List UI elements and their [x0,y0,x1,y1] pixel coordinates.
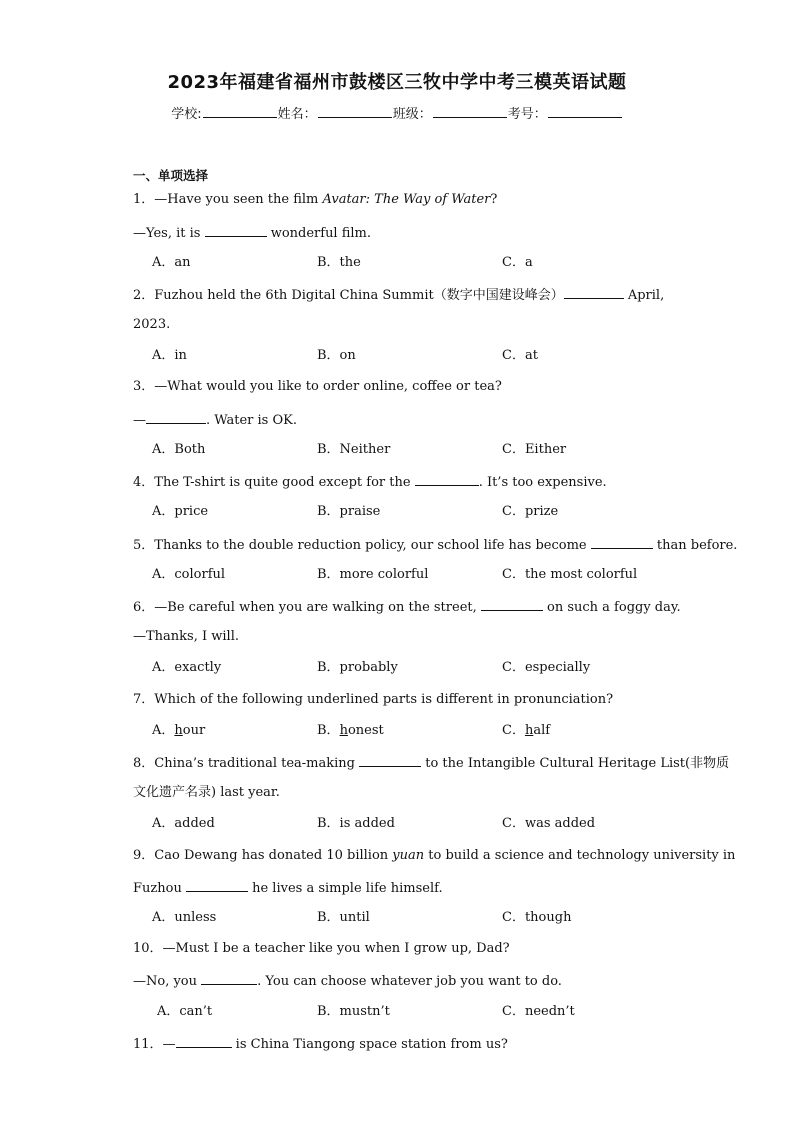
question-number: 1． [133,192,155,207]
student-info-line [0,103,794,122]
option-b[interactable]: B．until [317,910,370,925]
option-b[interactable]: B．mustn’t [317,1004,390,1019]
currency-word: yuan [392,848,425,863]
question-text: is China Tiangong space station from us? [231,1037,508,1052]
answer-blank[interactable] [591,536,653,549]
option-a[interactable]: A．in [152,348,187,363]
question-2 [133,286,664,304]
option-b[interactable]: B．praise [317,504,381,519]
option-a[interactable]: A．colorful [152,567,226,582]
number-label: 考号： [507,107,547,122]
question-6 [133,598,681,616]
option-b[interactable]: B．Neither [317,442,391,457]
question-number: 4． [133,475,155,490]
question-10-line-2 [133,972,562,990]
question-text: Fuzhou [133,881,186,896]
option-c[interactable]: C．a [502,255,533,270]
name-blank[interactable] [318,105,392,118]
answer-blank[interactable] [201,972,257,985]
question-number: 8． [133,756,155,771]
answer-blank[interactable] [415,473,479,486]
question-9 [133,848,735,864]
option-c[interactable] [502,723,550,739]
option-a[interactable]: A．price [152,504,209,519]
answer-blank[interactable] [205,224,267,237]
question-1 [133,192,497,208]
question-text: —Yes, it is [133,226,205,241]
question-4 [133,473,607,491]
question-number: 3． [133,379,155,394]
option-c[interactable]: C．was added [502,816,596,831]
school-blank[interactable] [203,105,277,118]
option-word-rest: onest [347,723,384,738]
question-5 [133,536,737,554]
question-text: —What would you like to order online, coffee or tea? [154,379,502,394]
answer-blank[interactable] [359,754,421,767]
option-word-rest: our [182,723,206,738]
option-c[interactable]: C．prize [502,504,559,519]
question-text: The T-shirt is quite good except for the [154,475,415,490]
question-number: 9． [133,848,155,863]
number-blank[interactable] [548,105,622,118]
film-title: Avatar: The Way of Water [322,192,491,207]
underlined-letter: h [339,723,348,738]
question-text: ? [490,192,498,207]
class-label: 班级： [392,107,432,122]
option-letter: C． [502,723,525,738]
question-number: 2． [133,288,155,303]
question-text: than before. [652,538,738,553]
option-c[interactable]: C．at [502,348,538,363]
question-3 [133,379,502,395]
question-text: . You can choose whatever job you want to do. [257,974,562,989]
question-text: —Must I be a teacher like you when I grow up, Dad? [162,941,510,956]
option-a[interactable] [152,723,205,739]
question-8-line-2: 文化遗产名录) last year. [133,785,280,800]
option-b[interactable]: B．is added [317,816,395,831]
option-a[interactable]: A．unless [152,910,217,925]
question-6-line-2: —Thanks, I will. [133,629,239,644]
question-text: — [133,413,146,428]
question-text: —No, you [133,974,202,989]
option-b[interactable]: B．on [317,348,356,363]
option-a[interactable]: A．can’t [157,1004,213,1019]
exam-title: 2023年福建省福州市鼓楼区三牧中学中考三模英语试题 [167,72,627,93]
question-text: . Water is OK. [206,413,297,428]
option-a[interactable]: A．Both [152,442,206,457]
question-text: China’s traditional tea-making [154,756,360,771]
school-label: 学校: [171,107,202,122]
question-7 [133,692,613,708]
option-c[interactable]: C．though [502,910,572,925]
question-number: 10． [133,941,163,956]
answer-blank[interactable] [146,411,206,424]
underlined-letter: h [524,723,534,738]
question-3-line-2 [133,411,297,429]
option-b[interactable]: B．more colorful [317,567,429,582]
underlined-letter: h [174,723,183,738]
option-c[interactable]: C．the most colorful [502,567,638,582]
option-a[interactable]: A．an [152,255,191,270]
section-title: 一、单项选择 [133,168,209,183]
question-text: Fuzhou held the 6th Digital China Summit（数字中国建设峰会） [154,288,564,303]
class-blank[interactable] [433,105,507,118]
question-text: — [162,1037,176,1052]
answer-blank[interactable] [176,1035,232,1048]
question-9-line-2 [133,879,443,897]
option-b[interactable]: B．the [317,255,361,270]
question-text: Cao Dewang has donated 10 billion [154,848,393,863]
option-c[interactable]: C．especially [502,660,591,675]
question-text: —Have you seen the film [154,192,323,207]
question-text: Which of the following underlined parts is different in pronunciation? [154,692,614,707]
question-2-line-2: 2023. [133,317,171,332]
question-number: 7． [133,692,155,707]
question-text: . It’s too expensive. [478,475,607,490]
option-a[interactable]: A．added [152,816,215,831]
question-text: —Be careful when you are walking on the street, [154,600,481,615]
question-text: he lives a simple life himself. [247,881,443,896]
name-label: 姓名： [277,107,317,122]
question-text: on such a foggy day. [542,600,681,615]
answer-blank[interactable] [564,286,624,299]
answer-blank[interactable] [481,598,543,611]
answer-blank[interactable] [186,879,248,892]
question-8 [133,754,729,772]
option-word-rest: alf [533,723,551,738]
question-text: to the Intangible Cultural Heritage List(非物质 [421,756,730,771]
question-11 [133,1035,508,1053]
option-c[interactable]: C．needn’t [502,1004,575,1019]
option-letter: B． [317,723,340,738]
question-text: April, [623,288,665,303]
option-letter: A． [152,723,175,738]
option-a[interactable]: A．exactly [152,660,222,675]
question-text: wonderful film. [266,226,372,241]
option-b[interactable]: B．probably [317,660,398,675]
question-text: Thanks to the double reduction policy, our school life has become [154,538,591,553]
question-number: 11． [133,1037,163,1052]
question-text: to build a science and technology university in [424,848,736,863]
option-c[interactable]: C．Either [502,442,567,457]
option-b[interactable] [317,723,384,739]
question-number: 6． [133,600,155,615]
question-1-line-2 [133,224,371,242]
question-10 [133,941,510,957]
question-number: 5． [133,538,155,553]
